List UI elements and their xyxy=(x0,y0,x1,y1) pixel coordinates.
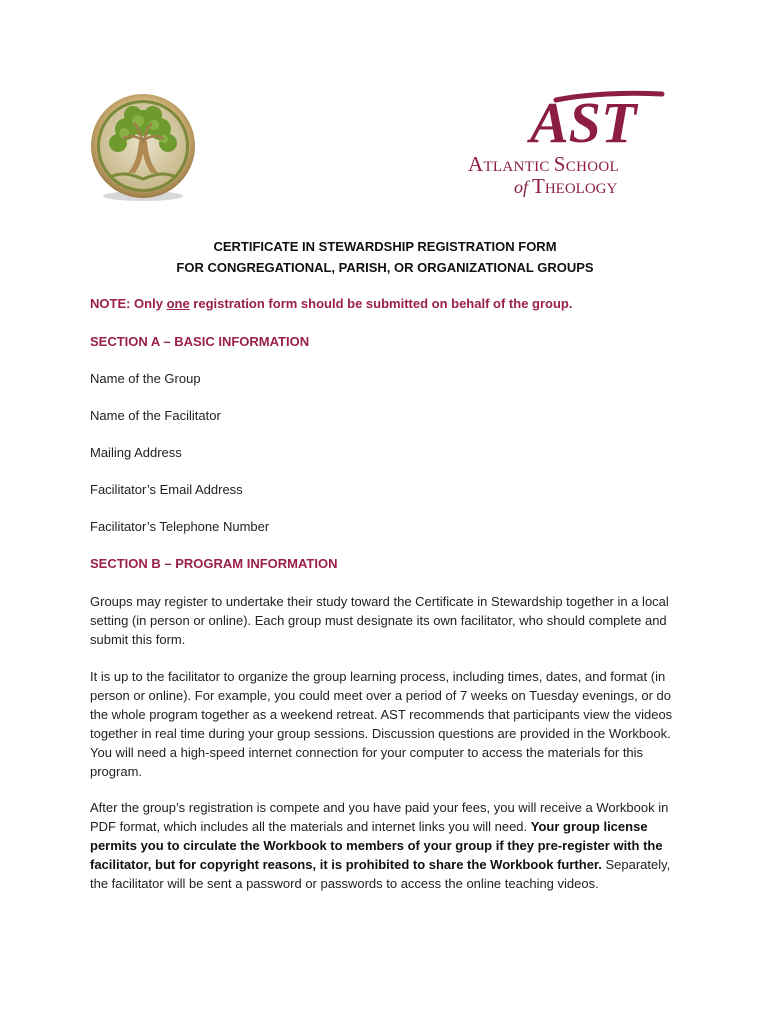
program-paragraph-1: Groups may register to undertake their study toward the Certificate in Stewardship together in a local setting (in person or online). Each group must designate its own facilitator, who should complete and submit this form. xyxy=(90,594,669,647)
mailing-address-field-label: Mailing Address xyxy=(90,445,182,460)
ast-logo xyxy=(466,90,666,200)
ast-name-line2: of THEOLOGY xyxy=(514,174,618,198)
ast-name-line1: ATLANTIC SCHOOL xyxy=(468,152,619,176)
submission-note: NOTE: Only one registration form should be submitted on behalf of the group. xyxy=(90,296,573,311)
facilitator-phone-field-label: Facilitator’s Telephone Number xyxy=(90,519,270,534)
form-title-line2: FOR CONGREGATIONAL, PARISH, OR ORGANIZATIONAL GROUPS xyxy=(176,260,594,275)
facilitator-email-field-label: Facilitator’s Email Address xyxy=(90,482,243,497)
section-a-heading: SECTION A – BASIC INFORMATION xyxy=(90,334,310,349)
program-paragraph-3: After the group’s registration is compete and you have paid your fees, you will receive a Workbook in PDF format, which includes all the materials and internet links you will need. Your group license permits you to circulate the Workbook to members of your group if they pre-register with the facilitator, but for copyright reasons, it is prohibited to share the Workbook further. Separately, the facilitator will be sent a password or passwords to access the online teaching videos. xyxy=(90,800,671,891)
group-name-field-label: Name of the Group xyxy=(90,371,201,386)
tree-of-life-medallion-icon xyxy=(88,93,198,203)
ast-monogram-icon xyxy=(526,90,666,150)
program-paragraph-2: It is up to the facilitator to organize the group learning process, including times, dates, and format (in person or online). For example, you could meet over a period of 7 weeks on Tuesday evenings, or do the whole program together as a weekend retreat. AST recommends that participants view the videos together in real time during your group sessions. Discussion questions are provided in the Workbook. You will need a high-speed internet connection for your computer to access the materials for this program. xyxy=(90,669,673,779)
facilitator-name-field-label: Name of the Facilitator xyxy=(90,408,221,423)
section-b-heading: SECTION B – PROGRAM INFORMATION xyxy=(90,556,338,571)
ast-monogram-text: AST xyxy=(530,90,637,150)
form-title-line1: CERTIFICATE IN STEWARDSHIP REGISTRATION FORM xyxy=(213,239,557,254)
